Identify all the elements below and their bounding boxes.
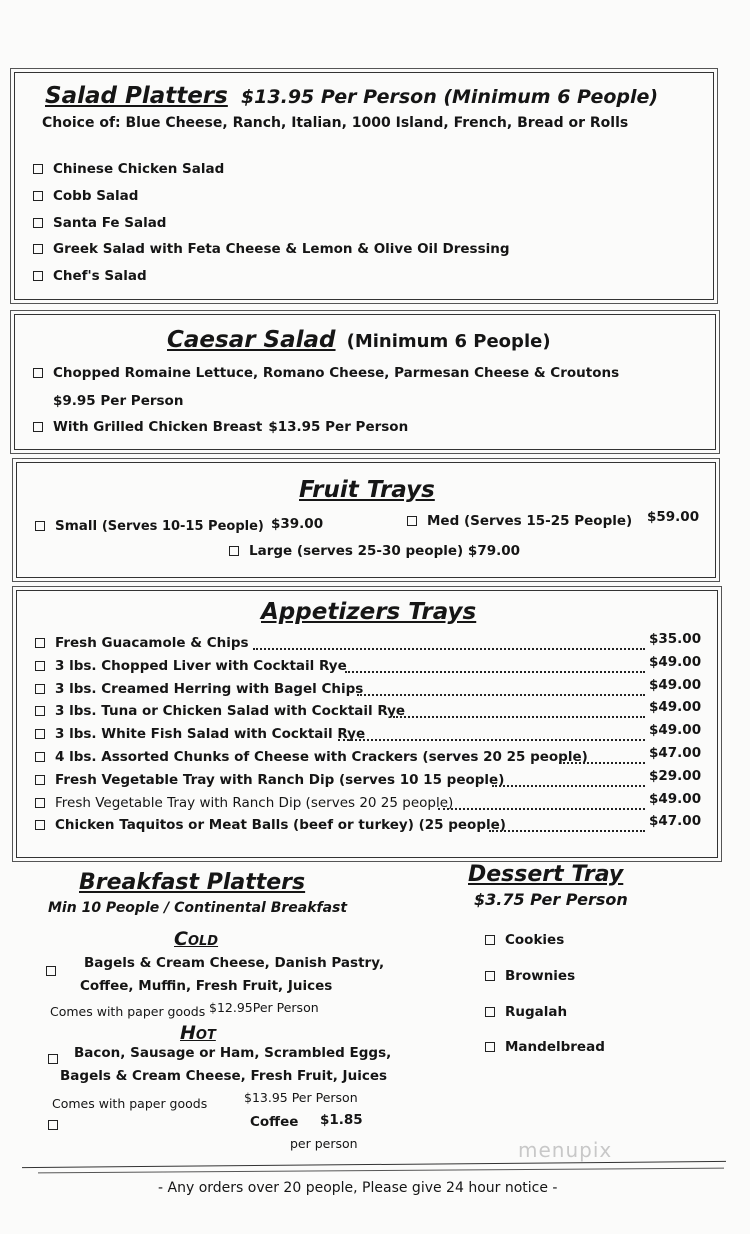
checkbox[interactable] (33, 218, 43, 228)
appetizer-item[interactable] (35, 726, 365, 742)
hot-checkbox[interactable] (48, 1054, 58, 1064)
footer-notice: - Any orders over 20 people, Please give 24 hour notice - (158, 1180, 558, 1196)
coffee-price: $1.85 (320, 1112, 363, 1128)
salad-item-greek[interactable]: Greek Salad with Feta Cheese & Lemon & Olive Oil Dressing (33, 241, 510, 257)
cold-heading: Cold (174, 928, 219, 950)
checkbox[interactable] (33, 191, 43, 201)
appetizer-price: $35.00 (649, 631, 702, 647)
checkbox[interactable] (35, 706, 45, 716)
checkbox[interactable] (35, 638, 45, 648)
appetizer-price: $29.00 (649, 767, 702, 784)
appetizer-price: $49.00 (649, 722, 702, 739)
cold-checkbox[interactable] (46, 966, 56, 976)
appetizer-item[interactable] (35, 772, 504, 788)
salad-item-santa-fe[interactable]: Santa Fe Salad (33, 215, 166, 231)
leader-dots (338, 739, 645, 741)
appetizer-name: 3 lbs. Creamed Herring with Bagel Chips (55, 680, 364, 697)
breakfast-subtitle: Min 10 People / Continental Breakfast (48, 900, 348, 916)
appetizer-name: 4 lbs. Assorted Chunks of Cheese with Crackers (serves 20 25 people) (55, 749, 588, 765)
dessert-item-mandelbread[interactable]: Mandelbread (485, 1039, 605, 1055)
leader-dots (489, 830, 645, 832)
appetizer-item[interactable] (35, 658, 347, 674)
fruit-med[interactable]: Med (Serves 15-25 People) (407, 513, 632, 529)
checkbox[interactable] (35, 820, 45, 830)
checkbox[interactable] (35, 752, 45, 762)
salad-platters-price: $13.95 Per Person (Minimum 6 People) (240, 86, 659, 108)
salad-item-chef[interactable]: Chef's Salad (33, 268, 147, 284)
checkbox[interactable] (35, 521, 45, 531)
checkbox[interactable] (485, 971, 495, 981)
checkbox[interactable] (33, 368, 43, 378)
checkbox[interactable] (33, 164, 43, 174)
checkbox[interactable] (33, 244, 43, 254)
coffee-label: Coffee (250, 1114, 299, 1130)
appetizers-title: Appetizers Trays (261, 599, 477, 625)
hot-line-1: Bacon, Sausage or Ham, Scrambled Eggs, (74, 1045, 392, 1061)
checkbox[interactable] (33, 271, 43, 281)
leader-dots (438, 808, 645, 810)
watermark: menupix (518, 1138, 613, 1162)
dessert-item-brownies[interactable]: Brownies (485, 968, 575, 984)
checkbox[interactable] (485, 1042, 495, 1052)
caesar-chicken-price: $13.95 Per Person (268, 419, 409, 435)
appetizer-name: Chicken Taquitos or Meat Balls (beef or turkey) (25 people) (55, 817, 506, 834)
checkbox[interactable] (407, 516, 417, 526)
footer-rule-bottom (38, 1168, 724, 1174)
cold-price: $12.95Per Person (209, 1000, 319, 1015)
footer-rule-top (22, 1161, 726, 1168)
appetizer-price: $49.00 (649, 699, 702, 716)
coffee-unit: per person (290, 1136, 358, 1151)
appetizer-item[interactable] (35, 635, 249, 651)
checkbox[interactable] (229, 546, 239, 556)
appetizer-price: $47.00 (649, 813, 702, 830)
caesar-item-chicken[interactable]: With Grilled Chicken Breast $13.95 Per Person (33, 419, 408, 435)
caesar-minimum: (Minimum 6 People) (346, 331, 551, 352)
appetizer-item[interactable] (35, 681, 363, 697)
appetizer-name: 3 lbs. Chopped Liver with Cocktail Rye (55, 657, 347, 674)
appetizer-price: $49.00 (649, 676, 702, 693)
checkbox[interactable] (33, 422, 43, 432)
fruit-small[interactable]: Small (Serves 10-15 People) (35, 518, 264, 534)
leader-dots (559, 762, 645, 764)
appetizer-item[interactable] (35, 817, 506, 833)
dressing-choice: Choice of: Blue Cheese, Ranch, Italian, 1000 Island, French, Bread or Rolls (42, 115, 629, 131)
caesar-item-plain[interactable]: Chopped Romaine Lettuce, Romano Cheese, Parmesan Cheese & Croutons (33, 365, 619, 381)
leader-dots (357, 694, 645, 696)
appetizer-name: Fresh Vegetable Tray with Ranch Dip (serves 10 15 people) (55, 771, 505, 788)
dessert-price: $3.75 Per Person (474, 890, 628, 909)
salad-item-chinese[interactable]: Chinese Chicken Salad (33, 161, 224, 177)
salad-platters-section (14, 72, 714, 300)
caesar-title: Caesar Salad (167, 327, 336, 353)
checkbox[interactable] (35, 729, 45, 739)
breakfast-title: Breakfast Platters (79, 870, 306, 895)
fruit-title: Fruit Trays (299, 477, 435, 503)
coffee-checkbox[interactable] (48, 1120, 58, 1130)
checkbox[interactable] (35, 798, 45, 808)
appetizer-price: $49.00 (649, 653, 702, 670)
checkbox[interactable] (35, 684, 45, 694)
hot-paper-goods: Comes with paper goods (52, 1096, 208, 1111)
checkbox[interactable] (485, 1007, 495, 1017)
cold-paper-goods: Comes with paper goods (50, 1004, 206, 1019)
appetizer-item[interactable] (35, 749, 588, 765)
fruit-med-price: $59.00 (647, 509, 700, 525)
leader-dots (345, 671, 645, 673)
hot-line-2: Bagels & Cream Cheese, Fresh Fruit, Juices (60, 1068, 388, 1084)
cold-line-1: Bagels & Cream Cheese, Danish Pastry, (84, 955, 385, 971)
fruit-small-price: $39.00 (271, 516, 324, 532)
caesar-salad-section (14, 314, 716, 450)
caesar-plain-price: $9.95 Per Person (53, 393, 184, 409)
appetizer-name: Fresh Guacamole & Chips (55, 635, 249, 651)
fruit-trays-section (16, 462, 716, 578)
dessert-item-rugalah[interactable]: Rugalah (485, 1004, 567, 1020)
appetizer-name: 3 lbs. Tuna or Chicken Salad with Cocktail Rye (55, 703, 406, 720)
salad-item-cobb[interactable]: Cobb Salad (33, 188, 138, 204)
dessert-title: Dessert Tray (468, 862, 624, 887)
hot-price: $13.95 Per Person (244, 1090, 358, 1105)
checkbox[interactable] (485, 935, 495, 945)
appetizer-name: 3 lbs. White Fish Salad with Cocktail Rye (55, 726, 366, 743)
fruit-large[interactable]: Large (serves 25-30 people) $79.00 (229, 543, 520, 559)
fruit-large-price: $79.00 (467, 543, 521, 559)
appetizers-section (16, 590, 718, 858)
leader-dots (393, 716, 645, 718)
appetizer-price: $47.00 (649, 745, 702, 761)
hot-heading: Hot (180, 1022, 216, 1044)
appetizer-price: $49.00 (649, 790, 702, 807)
checkbox[interactable] (35, 775, 45, 785)
checkbox[interactable] (35, 661, 45, 671)
appetizer-name: Fresh Vegetable Tray with Ranch Dip (serves 20 25 people) (55, 794, 454, 811)
dessert-item-cookies[interactable]: Cookies (485, 932, 564, 948)
appetizer-item[interactable] (35, 703, 405, 719)
salad-platters-title: Salad Platters (45, 83, 228, 109)
leader-dots (253, 648, 645, 650)
leader-dots (492, 785, 645, 787)
cold-line-2: Coffee, Muffin, Fresh Fruit, Juices (80, 978, 333, 994)
appetizer-item[interactable] (35, 795, 453, 811)
